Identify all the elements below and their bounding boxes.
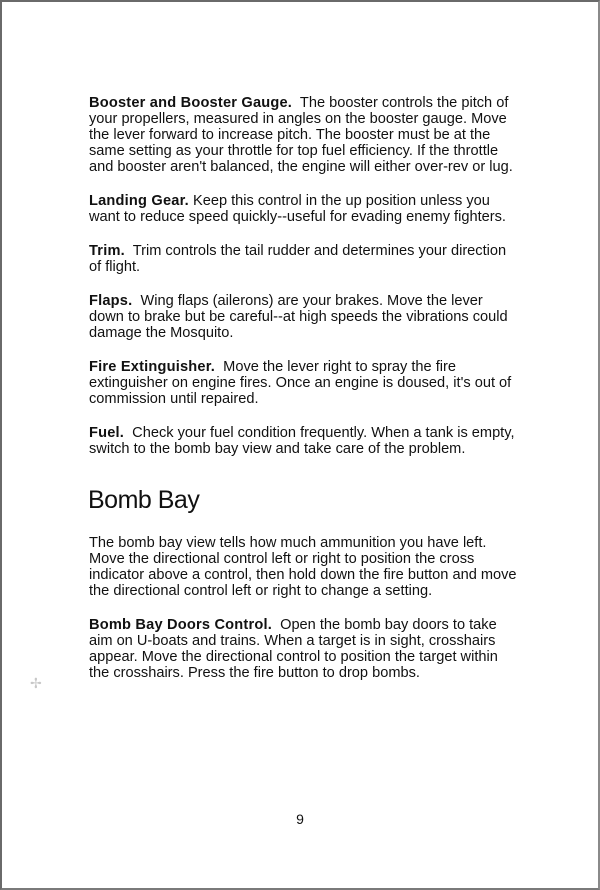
scan-speck-mark: ✢ bbox=[30, 676, 42, 692]
paragraph-bomb-bay-doors bbox=[89, 617, 519, 681]
paragraph-fuel bbox=[89, 425, 519, 457]
paragraph-trim bbox=[89, 243, 519, 275]
term-trim: Trim. bbox=[89, 243, 125, 259]
text-booster: The booster controls the pitch of your propellers, measured in angles on the booster gauge. Move the lever forward to increase pitch. The booster must be at the same setting as your throttle for top fuel efficiency. If the throttle and booster aren't balanced, the engine will either over-rev or lug. bbox=[89, 95, 513, 175]
term-booster: Booster and Booster Gauge. bbox=[89, 95, 293, 111]
paragraph-bomb-bay-intro: The bomb bay view tells how much ammunition you have left. Move the directional control left or right to position the cross indicator above a control, then hold down the fire button and move the directional control left or right to change a setting. bbox=[89, 535, 517, 599]
paragraph-flaps bbox=[89, 293, 519, 341]
text-flaps: Wing flaps (ailerons) are your brakes. Move the lever down to brake but be careful--at high speeds the vibrations could damage the Mosquito. bbox=[89, 293, 508, 341]
term-fire-extinguisher: Fire Extinguisher. bbox=[89, 359, 216, 375]
text-trim: Trim controls the tail rudder and determines your direction of flight. bbox=[89, 243, 507, 275]
paragraph-landing-gear bbox=[89, 193, 519, 225]
text-fire-extinguisher: Move the lever right to spray the fire extinguisher on engine fires. Once an engine is doused, it's out of commission until repaired. bbox=[89, 359, 512, 407]
page-number: 9 bbox=[296, 811, 304, 827]
term-flaps: Flaps. bbox=[89, 293, 133, 309]
text-fuel: Check your fuel condition frequently. When a tank is empty, switch to the bomb bay view and take care of the problem. bbox=[89, 425, 515, 457]
paragraph-booster bbox=[89, 95, 519, 175]
text-bomb-bay-doors: Open the bomb bay doors to take aim on U-boats and trains. When a target is in sight, crosshairs appear. Move the directional control to position the target within the crosshairs. Press the fire button to drop bombs. bbox=[89, 617, 498, 681]
text-landing-gear: Keep this control in the up position unless you want to reduce speed quickly--useful for evading enemy fighters. bbox=[89, 193, 506, 225]
term-bomb-bay-doors: Bomb Bay Doors Control. bbox=[89, 617, 272, 633]
term-fuel: Fuel. bbox=[89, 425, 125, 441]
paragraph-fire-extinguisher bbox=[89, 359, 519, 407]
term-landing-gear: Landing Gear. bbox=[89, 193, 189, 209]
page-content bbox=[89, 95, 519, 699]
section-heading-bomb-bay: Bomb Bay bbox=[88, 486, 200, 514]
